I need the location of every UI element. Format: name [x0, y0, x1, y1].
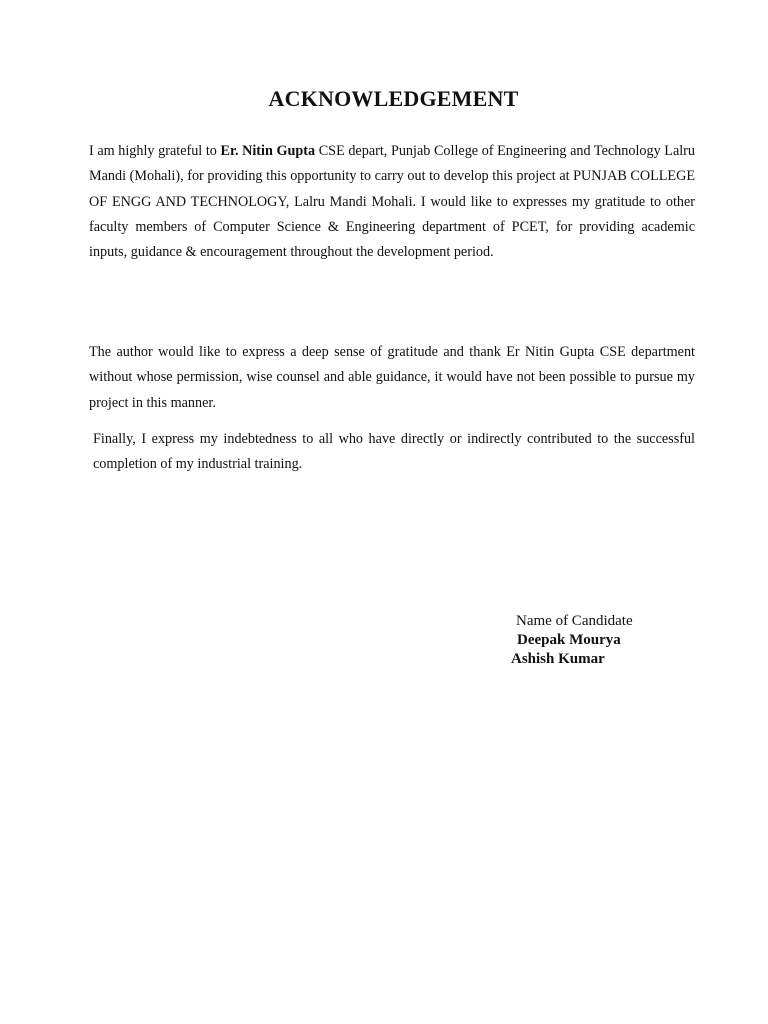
candidate-name-2: Ashish Kumar	[511, 651, 605, 667]
signature-label: Name of Candidate	[516, 613, 633, 629]
acknowledgement-paragraph-3: Finally, I express my indebtedness to all who have directly or indirectly contributed to the successful completion of my industrial training.	[93, 431, 695, 473]
guide-name: Er. Nitin Gupta	[220, 143, 316, 159]
paragraph-1-intro: I am highly grateful to	[89, 143, 221, 159]
candidate-name-1: Deepak Mourya	[517, 632, 621, 648]
acknowledgement-paragraph-1	[89, 139, 695, 265]
acknowledgement-paragraph-2: The author would like to express a deep sense of gratitude and thank Er Nitin Gupta CSE department without whose permission, wise counsel and able guidance, it would have not been possible to pursue my project in this manner.	[89, 344, 695, 411]
page-title: ACKNOWLEDGEMENT	[268, 86, 519, 111]
paragraph-1-body: CSE depart, Punjab College of Engineering and Technology Lalru Mandi (Mohali), for providing this opportunity to carry out to develop this project at PUNJAB COLLEGE OF ENGG AND TECHNOLOGY, Lalru Mandi Mohali. I would like to expresses my gratitude to other faculty members of Computer Science & Engineering department of PCET, for providing academic inputs, guidance & encouragement throughout the development period.	[89, 143, 696, 261]
